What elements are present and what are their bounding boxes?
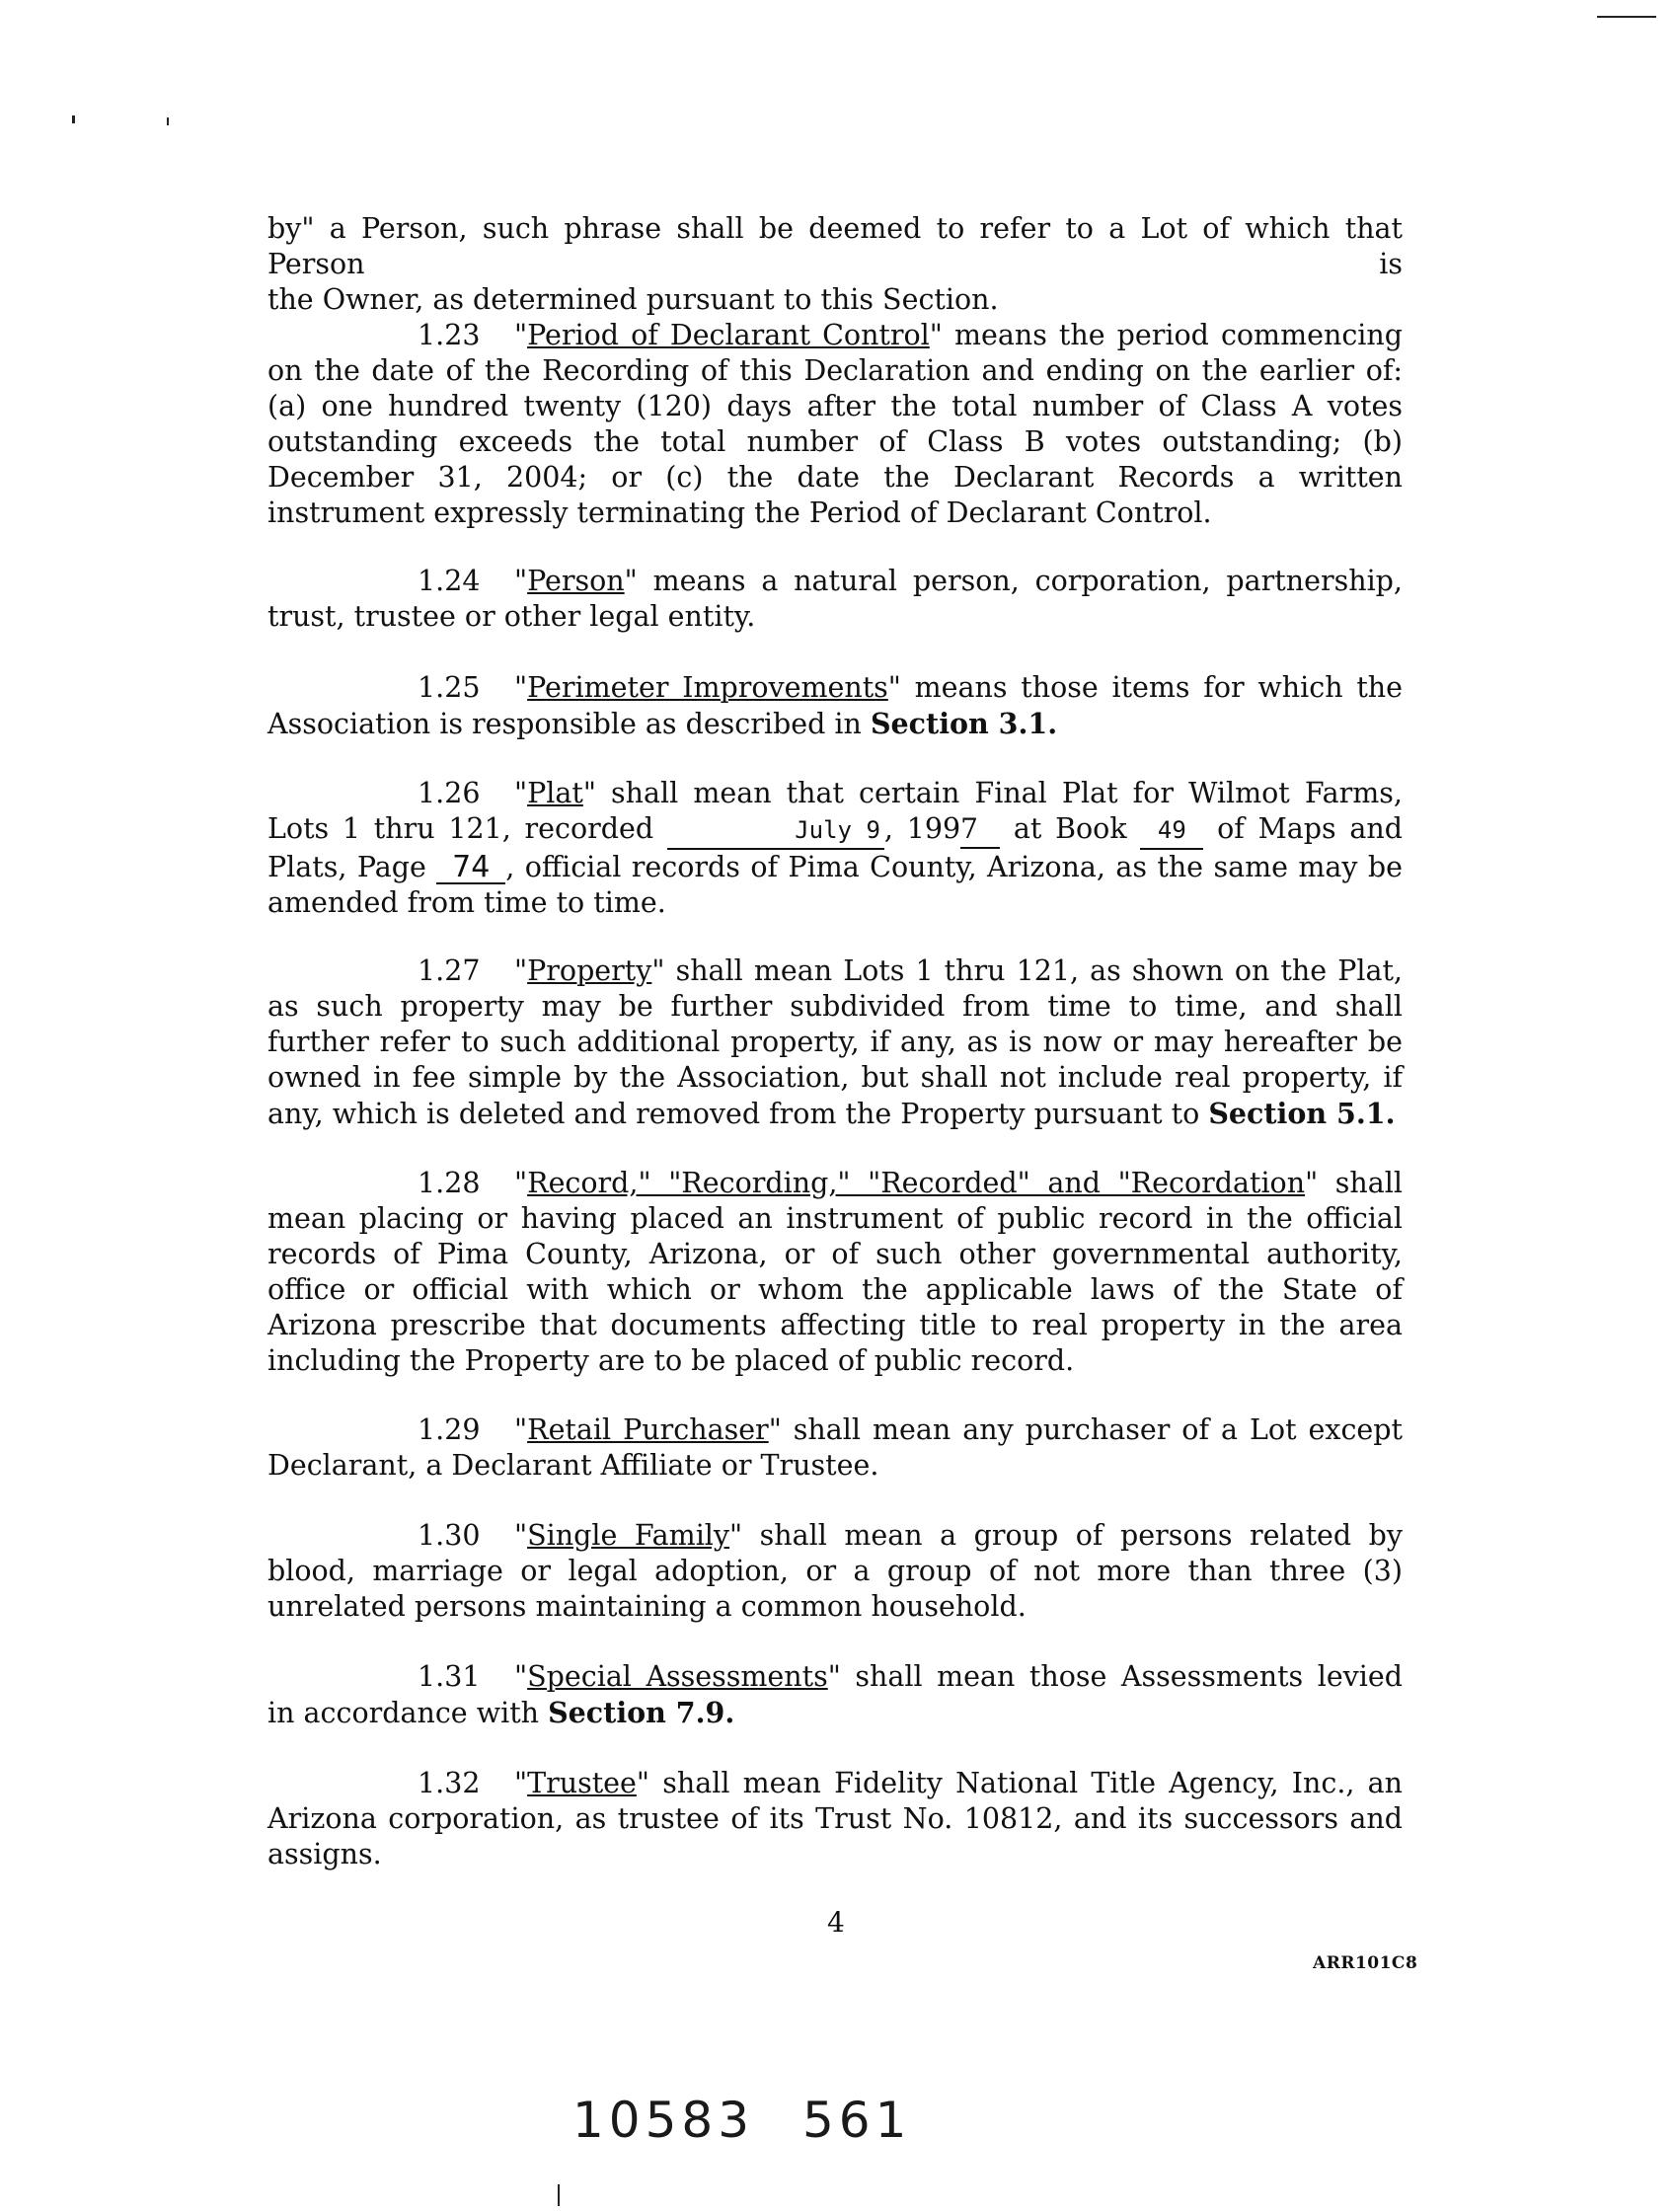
section-number: 1.23 — [418, 319, 481, 351]
section-body: " shall mean placing or having placed an instrument of public record in the official records of Pima County, Arizona, or of such other governmental authority, office or official with which or whom the applicable laws of the State of Arizona prescribe that documents affecting title to real property in the area including the Property are to be placed of public record. — [267, 1167, 1404, 1377]
book-number-blank: 49 — [1140, 812, 1203, 850]
recorded-date-blank: July 9 — [667, 812, 884, 850]
section-1-31: 1.31 "Special Assessments" shall mean those Assessments levied in accordance with Section 7.9. — [267, 1660, 1404, 1729]
scan-mark-bottom — [558, 2184, 560, 2206]
defined-term: Retail Purchaser — [527, 1413, 769, 1446]
intro-line-1: by" a Person, such phrase shall be deemed to refer to a Lot of which that Person is — [267, 212, 1403, 280]
section-body: " means those items for which the Association is responsible as described in — [267, 671, 1403, 740]
defined-term: Person — [527, 565, 625, 597]
intro-paragraph — [267, 211, 1403, 318]
document-code: ARR101C8 — [1313, 1953, 1418, 1973]
section-1-23: 1.23 "Period of Declarant Control" means the period commencing on the date of the Recording of this Declaration and ending on the earlier of: (a) one hundred twenty (120) days after the total number of Class A votes outstanding exceeds the total number of Class B votes outstanding; (b) December 31, 2004; or (c) the date the Declarant Records a written instrument expressly terminating the Period of Declarant Control. — [267, 319, 1404, 529]
defined-term: Record," "Recording," "Recorded" and "Recordation — [527, 1167, 1306, 1199]
section-number: 1.32 — [418, 1767, 481, 1799]
section-1-30: 1.30 "Single Family" shall mean a group of persons related by blood, marriage or legal adoption, or a group of not more than three (3) unrelated persons maintaining a common household. — [267, 1519, 1403, 1623]
defined-term: Perimeter Improvements — [527, 671, 888, 704]
section-number: 1.29 — [418, 1413, 481, 1446]
recording-page-number: 561 — [802, 2092, 912, 2149]
recording-docket-number: 10583 — [572, 2092, 755, 2149]
section-1-26: 1.26 "Plat" shall mean that certain Final Plat for Wilmot Farms, Lots 1 thru 121, recorded July 9 , 1997 at Book 49 of Maps and Plats, Page 74 , official records of Pima County, Arizona, as the same may be amended from time to time. — [267, 777, 1403, 919]
page-number: 4 — [827, 1906, 845, 1939]
section-number: 1.25 — [418, 671, 481, 704]
section-number: 1.26 — [418, 777, 481, 809]
recorded-year-blank: 7 — [960, 811, 1000, 849]
section-number: 1.27 — [418, 954, 481, 987]
defined-term: Plat — [527, 777, 583, 809]
section-1-29: 1.29 "Retail Purchaser" shall mean any purchaser of a Lot except Declarant, a Declarant Affiliate or Trustee. — [267, 1413, 1403, 1482]
section-body: " shall mean Lots 1 thru 121, as shown on the Plat, as such property may be further subdivided from time to time, and shall further refer to such additional property, if any, as is now or may hereafter be owned in fee simple by the Association, but shall not include real property, if any, which is deleted and removed from the Property pursuant to — [267, 954, 1403, 1130]
section-body: " shall mean those Assessments levied in accordance with — [267, 1660, 1404, 1729]
section-reference: Section 7.9 — [548, 1696, 725, 1729]
section-body: " means a natural person, corporation, partnership, trust, trustee or other legal entity. — [267, 565, 1403, 633]
section-body: " shall mean Fidelity National Title Agency, Inc., an Arizona corporation, as trustee of its Trust No. 10812, and its successors and assigns. — [267, 1767, 1403, 1870]
intro-line-2: the Owner, as determined pursuant to this Section. — [267, 283, 999, 316]
defined-term: Special Assessments — [527, 1660, 828, 1693]
section-1-32: 1.32 "Trustee" shall mean Fidelity National Title Agency, Inc., an Arizona corporation, as trustee of its Trust No. 10812, and its successors and assigns. — [267, 1767, 1403, 1870]
defined-term: Period of Declarant Control — [527, 319, 930, 351]
section-number: 1.24 — [418, 565, 481, 597]
section-1-27: 1.27 "Property" shall mean Lots 1 thru 121, as shown on the Plat, as such property may be further subdivided from time to time, and shall further refer to such additional property, if any, as is now or may hereafter be owned in fee simple by the Association, but shall not include real property, if any, which is deleted and removed from the Property pursuant to Section 5.1. — [267, 954, 1403, 1130]
section-body: " shall mean any purchaser of a Lot except Declarant, a Declarant Affiliate or Trustee. — [267, 1413, 1403, 1482]
section-number: 1.28 — [418, 1167, 481, 1199]
section-body: " shall mean a group of persons related by blood, marriage or legal adoption, or a group of not more than three (3) unrelated persons maintaining a common household. — [267, 1519, 1403, 1623]
section-1-25: 1.25 "Perimeter Improvements" means those items for which the Association is responsible as described in Section 3.1. — [267, 671, 1403, 740]
section-1-24: 1.24 "Person" means a natural person, corporation, partnership, trust, trustee or other legal entity. — [267, 565, 1403, 633]
section-number: 1.30 — [418, 1519, 481, 1552]
scan-mark-left-dot-2 — [167, 117, 169, 125]
section-body: " means the period commencing on the date of the Recording of this Declaration and ending on the earlier of: (a) one hundred twenty (120) days after the total number of Class A votes outstanding exceeds the total number of Class B votes outstanding; (b) December 31, 2004; or (c) the date the Declarant Records a written instrument expressly terminating the Period of Declarant Control. — [267, 319, 1404, 529]
section-number: 1.31 — [418, 1660, 481, 1693]
scan-mark-top-right — [1597, 16, 1656, 18]
section-reference: Section 3.1 — [870, 707, 1048, 740]
scan-mark-left-dot-1 — [72, 115, 75, 123]
defined-term: Property — [527, 954, 652, 987]
defined-term: Single Family — [527, 1519, 730, 1552]
page-number-blank: 74 — [436, 853, 505, 884]
section-reference: Section 5.1 — [1208, 1097, 1386, 1130]
section-1-28: 1.28 "Record," "Recording," "Recorded" and "Recordation" shall mean placing or having placed an instrument of public record in the official records of Pima County, Arizona, or of such other governmental authority, office or official with which or whom the applicable laws of the State of Arizona prescribe that documents affecting title to real property in the area including the Property are to be placed of public record. — [267, 1167, 1404, 1377]
defined-term: Trustee — [527, 1767, 637, 1799]
